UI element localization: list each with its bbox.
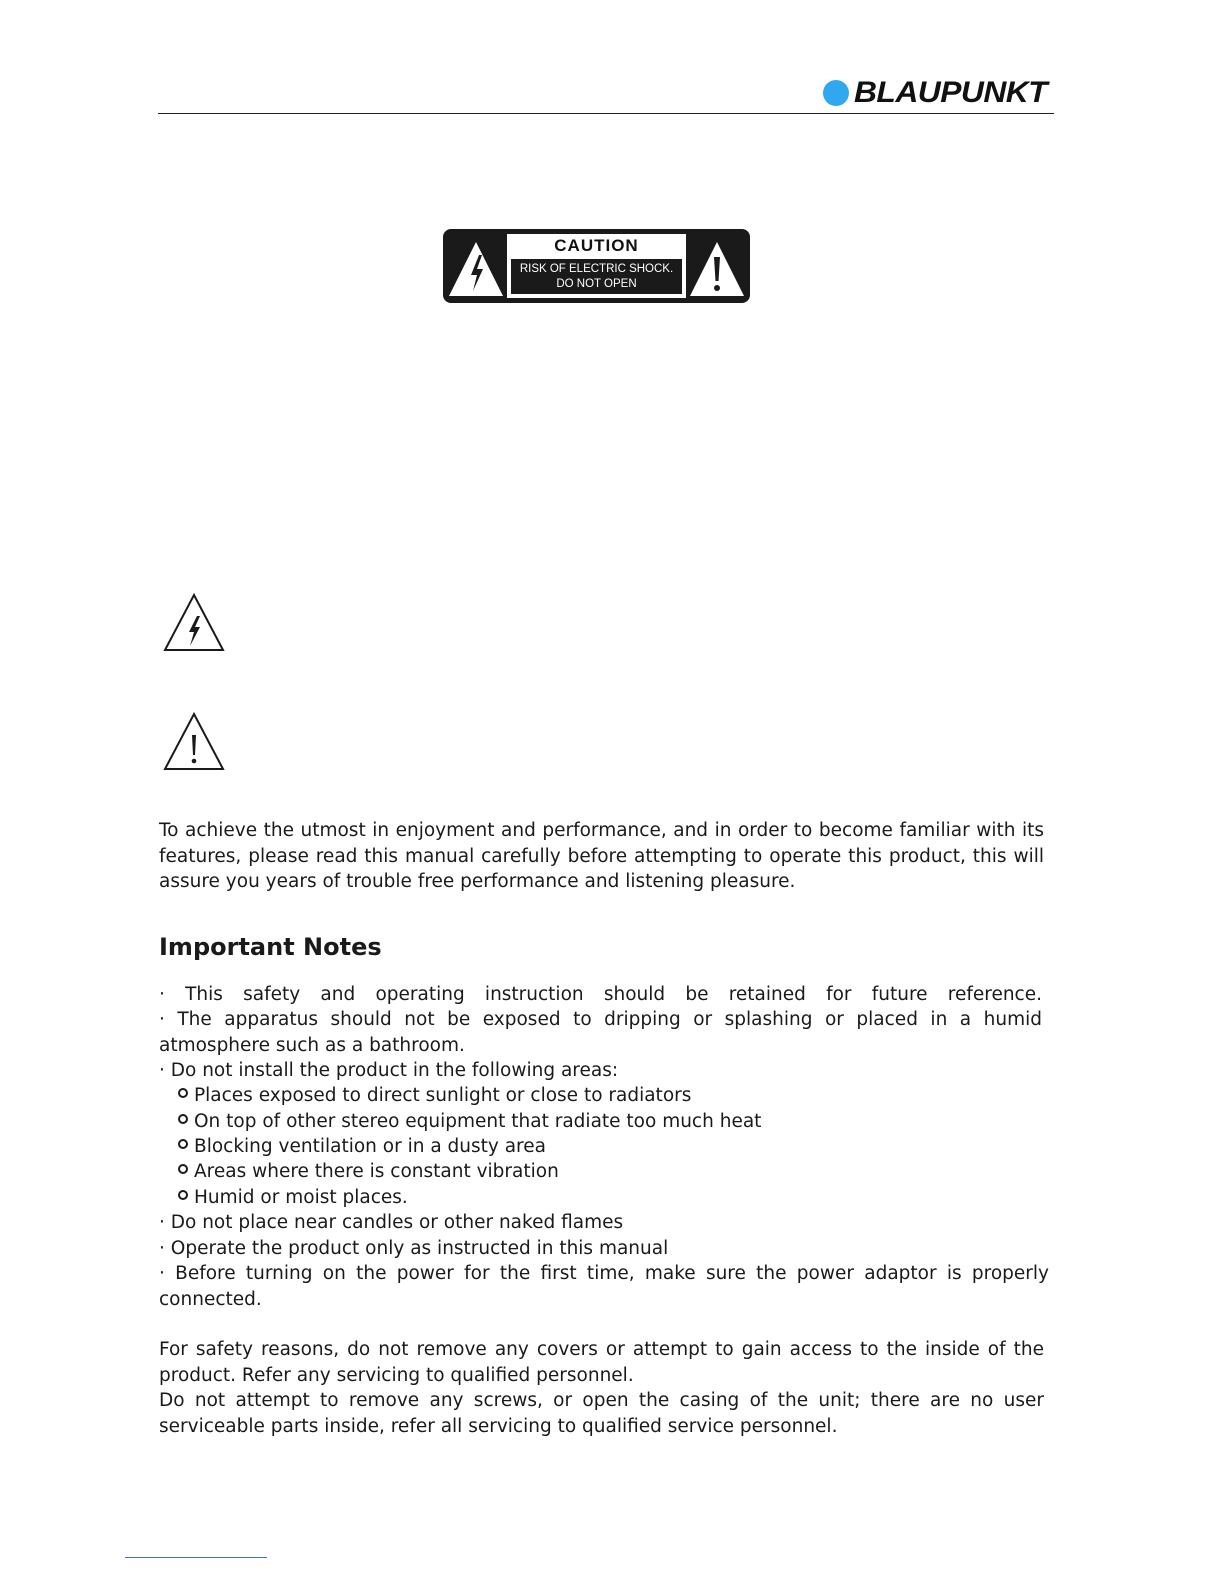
caution-panel bbox=[507, 234, 686, 298]
section-heading: Important Notes bbox=[159, 933, 382, 961]
caution-label bbox=[443, 229, 750, 303]
exclamation-warning-icon bbox=[688, 239, 746, 299]
area-item: Blocking ventilation or in a dusty area bbox=[178, 1134, 546, 1160]
note-item: · The apparatus should not be exposed to dripping or splashing or placed in a humid bbox=[159, 1009, 1042, 1030]
caution-line-1: RISK OF ELECTRIC SHOCK. bbox=[519, 263, 674, 275]
area-item: Places exposed to direct sunlight or close to radiators bbox=[178, 1083, 691, 1109]
exclamation-symbol-icon bbox=[162, 711, 226, 771]
bullet-ring-icon bbox=[178, 1190, 188, 1200]
note-item: · Before turning on the power for the first time, make sure the power adaptor is properly bbox=[159, 1263, 1049, 1284]
safety-paragraph: Do not attempt to remove any screws, or open the casing of the unit; there are no user serviceable parts inside, refer all servicing to qualified service personnel. bbox=[159, 1390, 1044, 1437]
header-rule bbox=[158, 113, 1054, 114]
brand-dot bbox=[823, 80, 849, 106]
brand-logo bbox=[823, 76, 1048, 109]
bullet-ring-icon bbox=[178, 1139, 188, 1149]
footer-rule bbox=[125, 1557, 267, 1558]
area-item: Areas where there is constant vibration bbox=[178, 1159, 559, 1185]
bullet-ring-icon bbox=[178, 1114, 188, 1124]
note-item: · Do not install the product in the following areas: bbox=[159, 1060, 619, 1081]
caution-title: CAUTION bbox=[554, 236, 639, 255]
note-item: · This safety and operating instruction should be retained for future reference. bbox=[159, 984, 1042, 1005]
note-item-continued: connected. bbox=[159, 1289, 262, 1310]
caution-line-2: DO NOT OPEN bbox=[556, 278, 637, 290]
bullet-ring-icon bbox=[178, 1088, 188, 1098]
caution-warning-box bbox=[511, 259, 682, 294]
safety-paragraph: For safety reasons, do not remove any covers or attempt to gain access to the inside of the product. Refer any servicing to qualified personnel. bbox=[159, 1339, 1044, 1386]
intro-paragraph: To achieve the utmost in enjoyment and performance, and in order to become familiar with its features, please read this manual carefully before attempting to operate this product, this will assure you years of trouble free performance and listening pleasure. bbox=[159, 820, 1044, 892]
lightning-warning-icon bbox=[447, 239, 505, 299]
note-item: · Do not place near candles or other naked flames bbox=[159, 1212, 624, 1233]
note-item: · Operate the product only as instructed in this manual bbox=[159, 1238, 669, 1259]
brand-name: BLAUPUNKT bbox=[854, 76, 1048, 109]
note-item-continued: atmosphere such as a bathroom. bbox=[159, 1035, 465, 1056]
area-item: On top of other stereo equipment that radiate too much heat bbox=[178, 1109, 761, 1135]
lightning-symbol-icon bbox=[162, 592, 226, 652]
bullet-ring-icon bbox=[178, 1164, 188, 1174]
area-item: Humid or moist places. bbox=[178, 1185, 408, 1211]
